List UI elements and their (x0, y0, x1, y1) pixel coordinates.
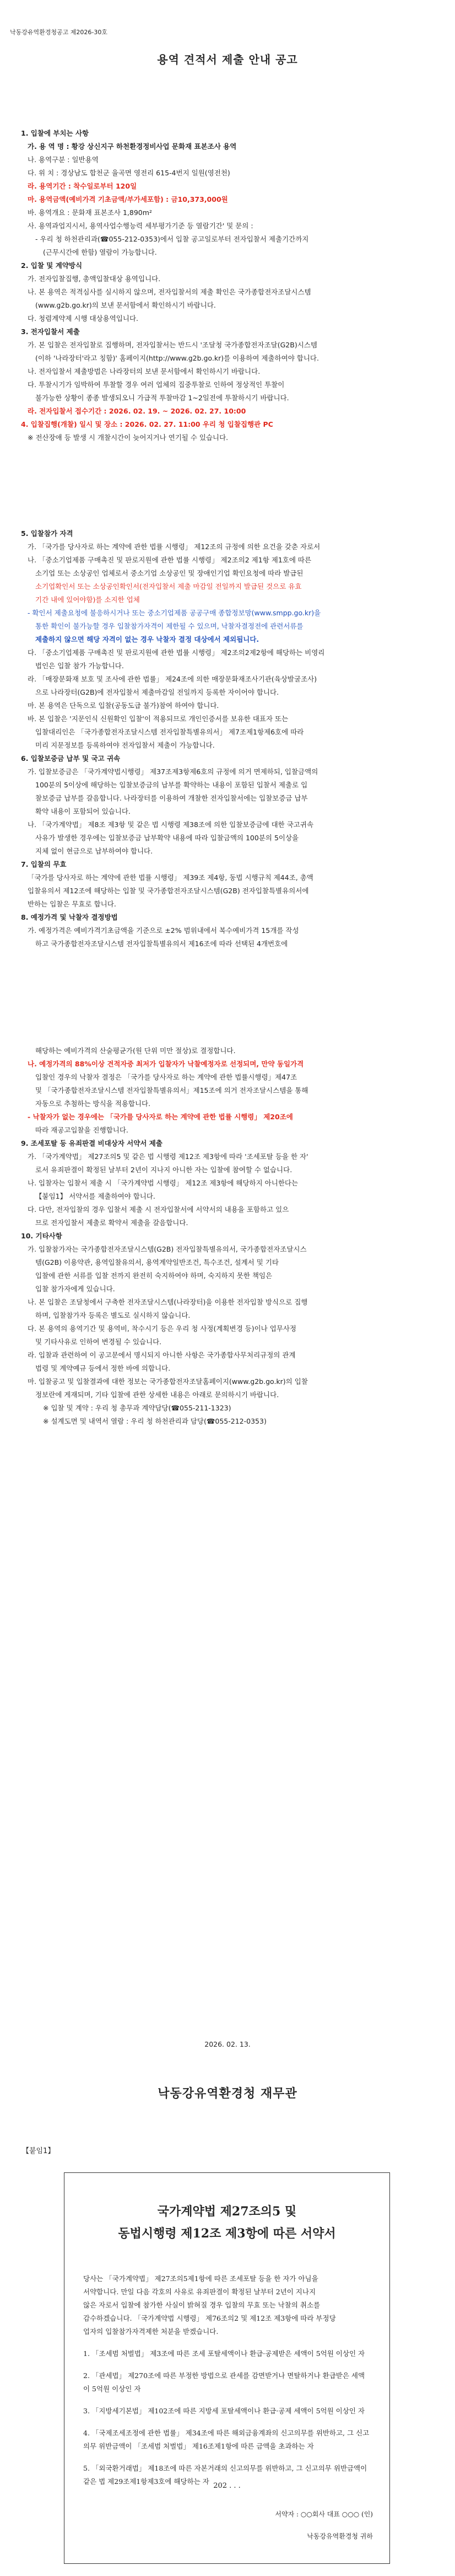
s8-item-na-4: 자동으로 추첨하는 방식을 적용합니다. (35, 1099, 151, 1108)
pledge-item-4: 4. 「국제조세조정에 관한 법률」 제34조에 따른 해외금융계좌의 신고의무를 위반하고, 그 신고의무 위반금액이 「조세범 처벌법」 제16조제1항에 따른 금액을 초과하는 자 (83, 2429, 370, 2450)
s5-item-ga: 가. 「국가를 당사자로 하는 계약에 관한 법률 시행령」 제12조의 규정에 의한 요건을 갖춘 자로서 (28, 543, 321, 551)
s5-item-nb-3: 제출하지 않으면 해당 자격이 없는 경우 낙찰자 결정 대상에서 제외됩니다. (35, 635, 259, 643)
pledge-item-1: 1. 「조세범 처벌법」 제3조에 따른 조세 포탈세액이나 환급·공제받은 세액이 5억원 이상인 자 (83, 2349, 365, 2358)
section-3 (21, 325, 440, 418)
s3-item-da-cont: 불가능한 상황이 종종 발생되오니 가급적 투찰마감 1~2일전에 투찰하시기 바랍니다. (35, 394, 289, 402)
s8-item-na (21, 1058, 440, 1071)
section-1-title: 1. 입찰에 부치는 사항 (21, 129, 89, 137)
pledge-intro-3: 않은 자로서 입찰에 참가한 사실이 밝혀질 경우 입찰의 무효 또는 낙찰의 취소를 (83, 2301, 321, 2309)
s5-item-na: 나. 「중소기업제품 구매촉진 및 판로지원에 관한 법률 시행령」 제2조의2 제1항 제1호에 따른 (28, 556, 312, 564)
pledge-item-5: 5. 「외국환거래법」 제18조에 따른 자본거래의 신고의무를 위반하고, 그 신고의무 위반금액이 같은 법 제29조제1항제3호에 해당하는 자 (83, 2464, 367, 2486)
s8-item-da-2: 따라 재공고입찰을 진행합니다. (35, 1126, 128, 1134)
s9-item-na-2: 【붙임1】 서약서를 제출하여야 합니다. (35, 1192, 155, 1200)
section-9 (21, 1137, 440, 1230)
s10-item-da-2: 및 기타사유로 인하여 변경될 수 있습니다. (35, 1338, 162, 1346)
pledge-form-body (83, 2272, 371, 2488)
s10-item-ga-4: 입찰 참가자에게 있습니다. (35, 1285, 115, 1293)
s9-item-na: 나. 입찰자는 입찰서 제출 시 「국가계약법 시행령」 제12조 제3항에 해당하지 아니한다는 (28, 1179, 299, 1187)
s9-item-ga: 가. 「국가계약법」 제27조의5 및 같은 법 시행령 제12조 제3항에 따라 '조세포탈 등을 한 자' (28, 1152, 308, 1161)
s1-inquiry-hours: (근무시간에 한함) 열람이 가능합니다. (43, 248, 157, 256)
section-8-title: 8. 예정가격 및 낙찰자 결정방법 (21, 913, 118, 921)
s2-item-na: 나. 본 용역은 적격심사를 실시하지 않으며, 전자입찰서의 제출 확인은 국가종합전자조달시스템 (28, 288, 311, 296)
notice-date: 2026. 02. 13. (204, 2040, 251, 2048)
s5-item-na-2: 소기업 또는 소상공인 업체로서 중소기업 소상공인 및 장애인기업 확인요청에 따라 발급된 (35, 569, 304, 577)
section-9-title: 9. 조세포탈 등 유죄판결 비대상자 서약서 제출 (21, 1139, 162, 1147)
s1-inquiry: 사. 용역과업지시서, 용역사업수행능력 세부평가기준 등 열람기간' 및 문의 : (28, 222, 253, 230)
pledge-form-title-line-2: 동법시행령 제12조 제3항에 따른 서약서 (118, 2226, 336, 2241)
s6-item-ga-2: 100분의 5이상에 해당하는 입찰보증금의 납부를 확약하는 내용이 포함된 입찰서 제출로 입 (35, 781, 308, 789)
s8-item-na-2: 입찰인 경우의 낙찰자 결정은 「국가를 당사자로 하는 계약에 관한 법률시행령」제47조 (35, 1073, 297, 1081)
pledge-form (64, 2172, 390, 2564)
s8-item-ga: 가. 예정가격은 예비가격기초금액을 기준으로 ±2% 범위내에서 복수예비가격 15개를 작성 (28, 926, 299, 935)
s3-item-da: 다. 투찰시기가 임박하여 투찰할 경우 여러 업체의 집중투찰로 인하여 정상적인 투찰이 (28, 380, 285, 389)
section-10 (21, 1230, 440, 1428)
section-6-title: 6. 입찰보증금 납부 및 국고 귀속 (21, 754, 121, 763)
s5-item-da: 다. 「중소기업제품 구매촉진 및 판로지원에 관한 법률 시행령」 제2조의2제2항에 해당하는 비영리 (28, 648, 325, 657)
s3-item-ga-cont: (이하 '나라장터'라고 칭함)' 홈페이지(http://www.g2b.go.kr)를 이용하여 제출하여야 합니다. (35, 354, 319, 362)
s10-item-da: 다. 본 용역의 용역기간 및 용역비, 착수시기 등은 우리 청 사정(계획변경 등)이나 업무사정 (28, 1324, 297, 1333)
s7-text-1: 「국가를 당사자로 하는 계약에 관한 법률 시행령」 제39조 제4항, 동법 시행규칙 제44조, 총액 (28, 873, 313, 882)
pledge-item-3: 3. 「지방세기본법」 제102조에 따른 지방세 포탈세액이나 환급·공제 세액이 5억원 이상인 자 (83, 2407, 365, 2415)
s10-item-ra-2: 법령 및 계약예규 등에서 정한 바에 의합니다. (35, 1364, 171, 1372)
s10-item-ga: 가. 입찰참가자는 국가종합전자조달시스템(G2B) 전자입찰특별유의서, 국가종합전자조달시스 (28, 1245, 307, 1253)
pledge-intro-1: 당사는 「국가계약법」 제27조의5제1항에 따른 조세포탈 등을 한 자가 아님을 (83, 2274, 318, 2283)
s1-inquiry-detail: - 우리 청 하천관리과(☎055-212-0353)에서 입찰 공고일로부터 전자입찰서 제출기간까지 (35, 235, 309, 243)
s10-item-ra: 라. 입찰과 관련하여 이 공고문에서 명시되지 아니한 사항은 국가종합사무처리규정의 관계 (28, 1351, 296, 1359)
s8-item-na-text: 나. 예정가격의 88%이상 견적자중 최저가 입찰자가 낙찰예정자로 선정되며, 만약 동일가격 (28, 1060, 304, 1068)
s7-text-3: 반하는 입찰은 무효로 합니다. (28, 900, 116, 908)
s5-item-ra-2: 으로 나라장터(G2B)에 전자입찰서 제출마감일 전일까지 등록한 자이어야 합니다. (35, 688, 279, 696)
pledge-signer: 서약자 : ○○회사 대표 ○○○ (인) (275, 2510, 373, 2518)
pledge-intro-4: 감수하겠습니다. 「국가계약법 시행령」 제76조의2 및 제12조 제3항에 따라 부정당 (83, 2314, 336, 2322)
s5-item-ba: 바. 본 입찰은 '지문인식 신원확인 입찰'이 적용되므로 개인인증서를 보유한 대표자 또는 (28, 715, 289, 723)
s5-item-ba-3: 미리 지문정보를 등록하여야 전자입찰서 제출이 가능합니다. (35, 741, 215, 749)
pledge-form-title-line-1: 국가계약법 제27조의5 및 (157, 2204, 297, 2219)
attachment-label: 【붙임1】 (22, 2147, 55, 2155)
s8-item-da-text: - 낙찰자가 없는 경우에는 「국가를 당사자로 하는 계약에 관한 법률 시행령」 제20조에 (28, 1113, 293, 1121)
s2-item-da: 다. 청렴계약제 시행 대상용역입니다. (28, 314, 138, 323)
section-6 (21, 752, 440, 858)
spacer (21, 444, 440, 527)
s7-text-2: 입찰유의서 제12조에 해당하는 입찰 및 국가종합전자조달시스템(G2B) 전자입찰특별유의서에 (28, 887, 309, 895)
s5-item-ma: 마. 본 용역은 단독으로 입찰(공동도급 불가)참여 하여야 합니다. (28, 701, 219, 710)
s10-item-na-2: 하며, 입찰참가자 등록은 별도로 실시하지 않습니다. (35, 1311, 191, 1319)
s1-location: 다. 위 치 : 경상남도 합천군 율곡면 영전리 615-4번지 일원(영전천) (28, 169, 230, 177)
s1-amount: 마. 용역금액(예비가격 기초금액/부가세포함) : 금10,373,000원 (28, 195, 228, 203)
s6-item-ga-3: 찰보증금 납부를 갈음합니다. 나라장터를 이용하여 개찰한 전자입찰서에는 입찰보증금 납부 (35, 794, 308, 802)
pledge-intro-5: 업자의 입찰참가자격제한 처분을 받겠습니다. (83, 2327, 219, 2336)
s5-item-na-4: 기간 내에 있어야함)를 소지한 업체 (35, 595, 140, 604)
s10-item-ga-3: 입찰에 관한 서류를 입찰 전까지 완전히 숙지하여야 하며, 숙지하지 못한 책임은 (35, 1271, 273, 1280)
s10-item-ga-2: 템(G2B) 이용약관, 용역입찰유의서, 용역계약일반조건, 특수조건, 설계서 및 기타 (35, 1258, 279, 1266)
pledge-item-2: 2. 「관세법」 제270조에 따른 부정한 방법으로 관세를 감면받거나 면탈하거나 환급받은 세액이 5억원 이상인 자 (83, 2371, 365, 2393)
s2-item-ga: 가. 전자입찰집행, 총액입찰대상 용역입니다. (28, 275, 161, 283)
s6-item-ga: 가. 입찰보증금은 「국가계약법시행령」 제37조제3항제6호의 규정에 의거 면제하되, 입찰금액의 (28, 768, 318, 776)
section-1 (21, 127, 440, 259)
spacer (21, 951, 440, 1044)
notice-body (21, 127, 440, 1428)
s4-note: ※ 전산장애 등 발생 시 개찰시간이 늦어지거나 연기될 수 있습니다. (28, 433, 229, 442)
pledge-form-title (64, 2201, 389, 2245)
section-3-title: 3. 전자입찰서 제출 (21, 328, 80, 336)
s1-period: 라. 용역기간 : 착수일로부터 120일 (28, 182, 137, 190)
s8-item-na-3: 및 「국가종합전자조달시스템 전자입찰특별유의서」제15조에 의거 전자조달시스템을 통해 (35, 1086, 308, 1094)
section-8 (21, 911, 440, 1137)
section-4-title: 4. 입찰집행(개찰) 일시 및 장소 : 2026. 02. 27. 11:00 우리 청 입찰집행관 PC (21, 420, 273, 428)
s10-item-na: 나. 본 입찰은 조달청에서 구축한 전자조달시스템(나라장터)을 이용한 전자입찰 방식으로 집행 (28, 1298, 308, 1306)
s8-item-ga-3: 해당하는 예비가격의 산술평균가(원 단위 미만 절상)로 결정합니다. (35, 1046, 236, 1055)
s1-overview: 바. 용역개요 : 문화재 표본조사 1,890m² (28, 208, 152, 217)
s10-contact-2: ※ 설계도면 및 내역서 열람 : 우리 청 하천관리과 담당(☎055-212-0353) (43, 1417, 267, 1425)
pledge-date: 202 . . . (213, 2482, 241, 2490)
s10-item-ma-2: 정보란에 게재되며, 기타 입찰에 관한 상세한 내용은 아래로 문의하시기 바랍니다. (35, 1391, 279, 1399)
s10-contact-1: ※ 입찰 및 계약 : 우리 청 총무과 계약담당(☎055-211-1323) (43, 1404, 231, 1412)
section-4 (21, 418, 440, 444)
s6-item-na-2: 사유가 발생한 경우에는 입찰보증금 납부확약 내용에 따라 입찰금액의 100분의 5이상을 (35, 834, 299, 842)
s5-item-ba-2: 입찰대리인은 「국가종합전자조달시스템 전자입찰특별유의서」 제7조제1항제6호에 따라 (35, 728, 304, 736)
section-7 (21, 858, 440, 911)
s6-item-na: 나. 「국가계약법」 제8조 제3항 및 같은 법 시행령 제38조에 의한 입찰보증금에 대한 국고귀속 (28, 820, 314, 829)
section-2-title: 2. 입찰 및 계약방식 (21, 261, 83, 270)
s3-item-ga: 가. 본 입찰은 전자입찰로 집행하며, 전자입찰서는 반드시 '조달청 국가종합전자조달(G2B)시스템 (28, 341, 317, 349)
pledge-recipient: 낙동강유역환경청 귀하 (307, 2532, 373, 2540)
section-5-title: 5. 입찰참가 자격 (21, 529, 73, 538)
s9-item-ga-2: 로서 유죄판결이 확정된 날부터 2년이 지나지 아니한 자는 입찰에 참여할 수 없습니다. (35, 1166, 292, 1174)
s1-service-type-text: 나. 용역구분 : 일반용역 (28, 155, 99, 164)
section-7-title: 7. 입찰의 무효 (21, 860, 67, 868)
s1-service-name: 가. 용 역 명 : 황강 상신지구 하천환경정비사업 문화재 표본조사 용역 (28, 142, 237, 151)
s1-service-type (21, 153, 440, 167)
s8-item-ga-2: 하고 국가종합전자조달시스템 전자입찰특별유의서 제16조에 따라 선택된 4개번호에 (35, 940, 288, 948)
s5-item-ra: 라. 「매장문화재 보호 및 조사에 관한 법률」 제24조에 의한 매장문화재조사기관(육상발굴조사) (28, 675, 317, 683)
s5-item-nb-2: 통한 확인이 불가능할 경우 입찰참가자격이 제한될 수 있으며, 낙찰자결정전에 관련서류를 (35, 622, 304, 630)
s6-item-na-3: 지체 없이 현금으로 납부하여야 합니다. (35, 847, 153, 855)
s8-item-da (21, 1110, 440, 1124)
section-2 (21, 259, 440, 325)
s6-item-ga-4: 확약 내용이 포함되어 있습니다. (35, 807, 131, 815)
s3-item-na: 나. 전자입찰서 제출방법은 나라장터의 보낸 문서함에서 확인하시기 바랍니다. (28, 367, 261, 375)
issuing-agency: 낙동강유역환경청 재무관 (158, 2087, 297, 2101)
s5-item-na-3: 소기업확인서 또는 소상공인확인서(전자입찰서 제출 마감일 전일까지 발급된 것으로 유효 (35, 582, 302, 591)
section-5 (21, 527, 440, 752)
notice-number: 낙동강유역환경청공고 제2026-30호 (10, 29, 107, 36)
s9-item-da-2: 므로 전자입찰서 제출로 확약서 제출을 갈음합니다. (35, 1219, 188, 1227)
s2-item-na-cont: (www.g2b.go.kr)의 보낸 문서함에서 확인하시기 바랍니다. (35, 301, 216, 309)
page-title: 용역 견적서 제출 안내 공고 (157, 53, 298, 66)
s5-item-nb: - 확인서 제출요청에 불응하시거나 또는 중소기업제품 공공구매 종합정보망(www.smpp.go.kr)을 (28, 609, 321, 617)
s9-item-da: 다. 다만, 전자입찰의 경우 입찰서 제출 시 전자입찰서에 서약서의 내용을 포함하고 있으 (28, 1205, 289, 1214)
s5-item-da-2: 법인은 입찰 참가 가능합니다. (35, 662, 124, 670)
pledge-intro-2: 서약합니다. 만일 다음 각호의 사유로 유죄판결이 확정된 날부터 2년이 지나지 (83, 2288, 316, 2296)
s10-item-ma: 마. 입찰공고 및 입찰결과에 대한 정보는 국가종합전자조달홈페이지(www.g2b.go.kr)의 입찰 (28, 1377, 308, 1386)
s3-submission-period: 라. 전자입찰서 접수기간 : 2026. 02. 19. ~ 2026. 02. 27. 10:00 (28, 407, 246, 415)
section-10-title: 10. 기타사항 (21, 1232, 62, 1240)
